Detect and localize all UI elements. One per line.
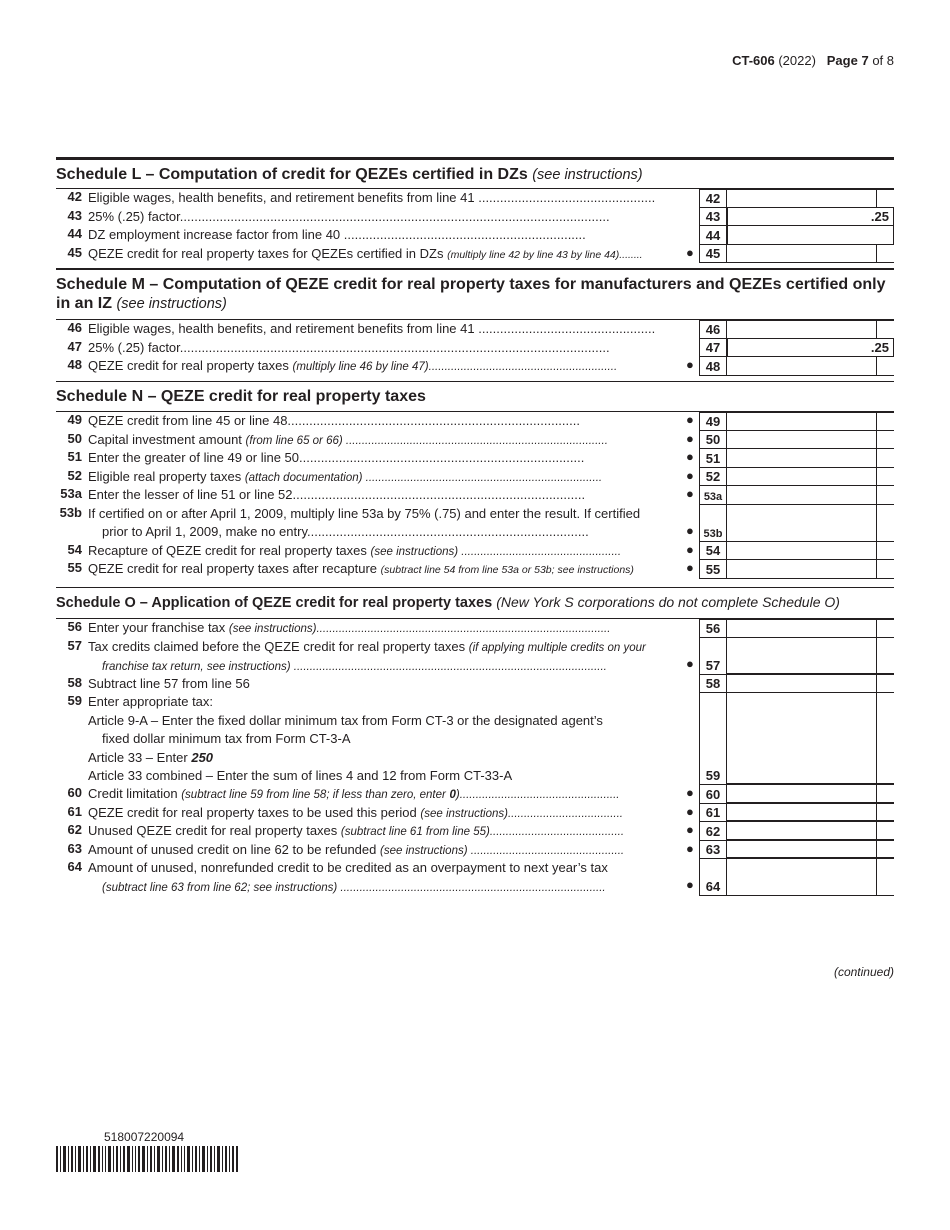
line-53a-input[interactable] [727,486,876,505]
bullet-icon: ● [686,541,694,557]
bullet-icon: ● [686,357,694,372]
line-43: 43 25% (.25) factor....................................................................................................................... 43 .25 [56,208,894,227]
line-51-input[interactable] [727,449,876,468]
line-57-input[interactable] [727,638,876,675]
line-49: 49 QEZE credit from line 45 or line 48................................................................................. ● 49 [56,412,894,431]
line-53b: 53b If certified on or after April 1, 2009, multiply line 53a by 75% (.75) and enter the result. If certified prior to April 1, 2009, make no entry.............................................................................. ● 53b [56,505,894,542]
line-61-input[interactable] [727,804,876,823]
line-42-input[interactable] [727,189,876,208]
line-55-input[interactable] [727,560,876,579]
line-45-input[interactable] [727,245,876,264]
bullet-icon: ● [686,840,694,856]
line-43-value: .25 [727,208,894,227]
line-44-input[interactable] [727,226,894,245]
line-59: 59 Enter appropriate tax: Article 9-A – Enter the fixed dollar minimum tax from Form CT-3 or the designated agent’s fixed dollar minimum tax from Form CT-3-A Article 33 – Enter 250 Article 33 combined – Enter the sum of lines 4 and 12 from Form CT-33-A 59 [56,693,894,785]
line-47: 47 25% (.25) factor....................................................................................................................... 47 .25 [56,339,894,358]
schedule-o [56,587,894,896]
schedule-n-title: Schedule N – QEZE credit for real property taxes [56,388,426,405]
bullet-icon: ● [686,467,694,483]
line-58: 58 Subtract line 57 from line 56 58 [56,675,894,694]
schedule-m-title: Schedule M – Computation of QEZE credit for real property taxes for manufacturers and QEZEs certified only in an IZ (see instructions) [56,276,886,312]
line-47-value: .25 [727,339,894,358]
line-63-input[interactable] [727,841,876,860]
line-52-input[interactable] [727,468,876,487]
bullet-icon: ● [686,430,694,446]
bullet-icon: ● [686,785,694,800]
line-53b-input[interactable] [727,505,876,542]
line-48: 48 QEZE credit for real property taxes (multiply line 46 by line 47)........................................................... ● 48 [56,357,894,376]
line-44: 44 DZ employment increase factor from line 40 ................................................................... 44 [56,226,894,245]
line-46-input[interactable] [727,320,876,339]
bullet-icon: ● [686,655,694,671]
line-48-input[interactable] [727,357,876,376]
line-42: 42 Eligible wages, health benefits, and retirement benefits from line 41 ................................................. 42 [56,189,894,208]
bullet-icon: ● [686,877,694,892]
line-64: 64 Amount of unused, nonrefunded credit to be credited as an overpayment to next year’s tax (subtract line 63 from line 62; see instructions) ................................................................................... ● 64 [56,859,894,896]
line-59-input[interactable] [727,693,876,785]
form-number: CT-606 [732,53,775,68]
line-60-input[interactable] [727,785,876,804]
bullet-icon: ● [686,449,694,464]
continued-note: (continued) [833,965,894,979]
line-61: 61 QEZE credit for real property taxes to be used this period (see instructions).................................... ● 61 [56,804,894,823]
line-45: 45 QEZE credit for real property taxes for QEZEs certified in DZs (multiply line 42 by line 43 by line 44)........ ● 45 [56,245,894,264]
line-63: 63 Amount of unused credit on line 62 to be refunded (see instructions) ................................................ ● 63 [56,841,894,860]
line-52: 52 Eligible real property taxes (attach documentation) .......................................................................... ● 52 [56,468,894,487]
page-label: Page 7 [826,53,869,68]
schedule-o-title: Schedule O – Application of QEZE credit for real property taxes (New York S corporations do not complete Schedule O) [56,594,840,611]
page-header [732,53,894,68]
bullet-icon: ● [686,522,694,538]
line-58-input[interactable] [727,675,876,694]
barcode-icon [56,1146,238,1172]
schedule-l [56,157,894,263]
line-53a: 53a Enter the lesser of line 51 or line 52................................................................................. ● 53a [56,486,894,505]
bullet-icon: ● [686,412,694,427]
bullet-icon: ● [686,244,694,260]
line-55: 55 QEZE credit for real property taxes after recapture (subtract line 54 from line 53a or 53b; see instructions) ● 55 [56,560,894,579]
bullet-icon: ● [686,560,694,575]
bullet-icon: ● [686,803,694,819]
line-56-input[interactable] [727,619,876,638]
bullet-icon: ● [686,822,694,837]
page-of: of 8 [872,53,894,68]
line-64-input[interactable] [727,859,876,896]
form-year: (2022) [778,53,816,68]
line-62: 62 Unused QEZE credit for real property taxes (subtract line 61 from line 55).......................................... ● 62 [56,822,894,841]
line-56: 56 Enter your franchise tax (see instructions)............................................................................................ 56 [56,619,894,638]
barcode-number: 518007220094 [104,1130,185,1144]
line-49-input[interactable] [727,412,876,431]
schedule-l-title: Schedule L – Computation of credit for QEZEs certified in DZs (see instructions) [56,166,643,183]
schedule-m [56,268,894,376]
line-54: 54 Recapture of QEZE credit for real property taxes (see instructions) .................................................. ● 54 [56,542,894,561]
line-54-input[interactable] [727,542,876,561]
schedule-n [56,381,894,579]
line-57: 57 Tax credits claimed before the QEZE credit for real property taxes (if applying multiple credits on your franchise tax return, see instructions) .................................................................................................. ● 57 [56,638,894,675]
bullet-icon: ● [686,486,694,501]
line-60: 60 Credit limitation (subtract line 59 from line 58; if less than zero, enter 0).................................................. ● 60 [56,785,894,804]
line-50-input[interactable] [727,431,876,450]
line-50: 50 Capital investment amount (from line 65 or 66) .................................................................................. ● 50 [56,431,894,450]
line-62-input[interactable] [727,822,876,841]
line-51: 51 Enter the greater of line 49 or line 50............................................................................... ● 51 [56,449,894,468]
line-46: 46 Eligible wages, health benefits, and retirement benefits from line 41 ................................................. 46 [56,320,894,339]
